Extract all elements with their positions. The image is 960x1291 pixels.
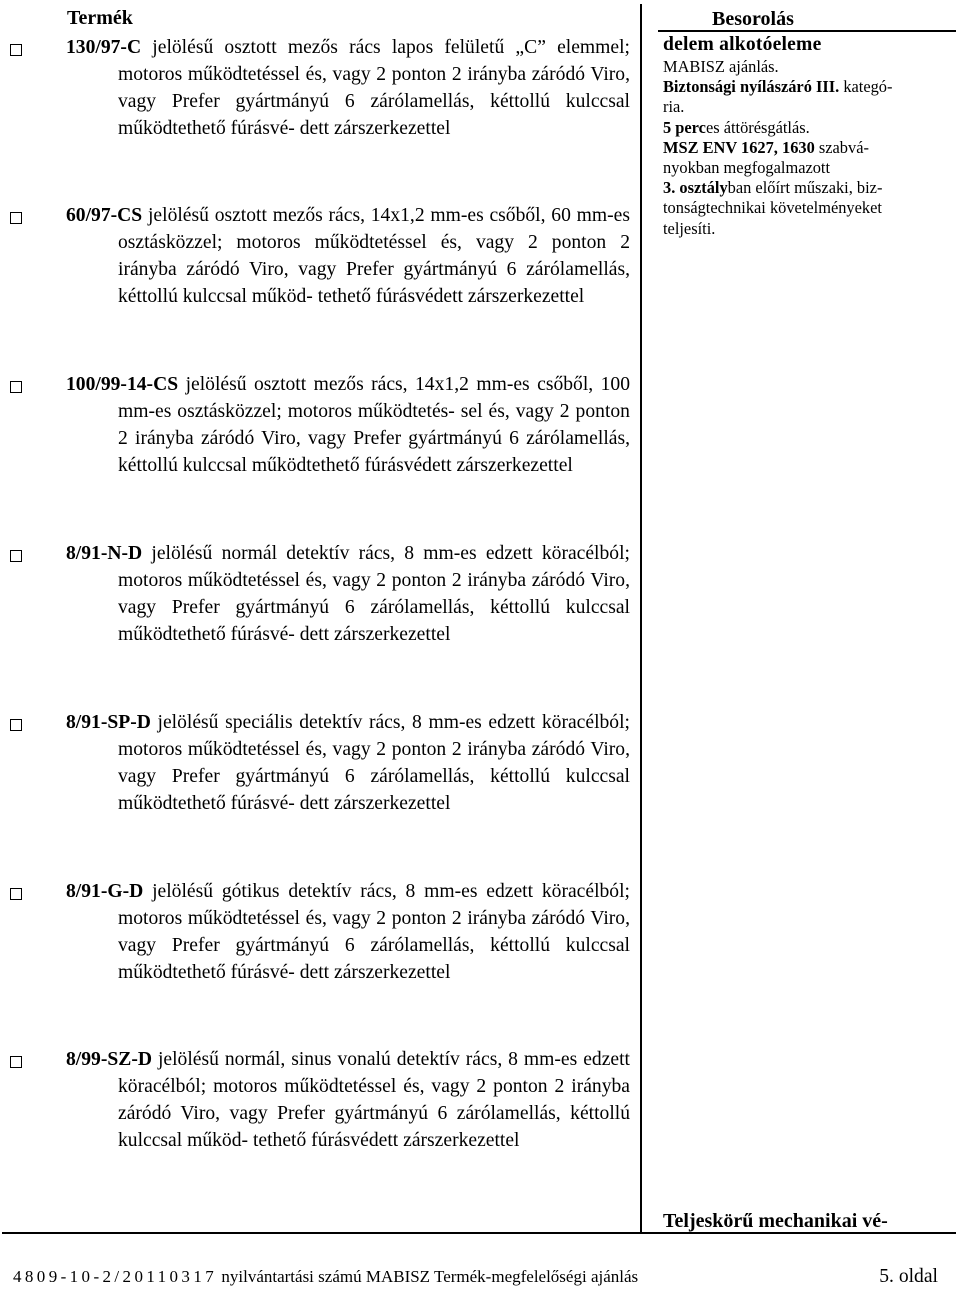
classification-line: MSZ ENV 1627, 1630 szabvá- — [663, 137, 869, 157]
table-top-rule — [658, 30, 956, 32]
page-footer — [13, 1266, 938, 1288]
checkbox[interactable] — [10, 550, 22, 562]
product-description: 8/91-SP-D jelölésű speciális detektív rács, 8 mm-es edzett köracélból; motoros működtetéssel és, vagy 2 ponton 2 irányba záródó Viro, vagy Prefer gyártmányú 6 zárólamellás, kéttollú kulccsal működtethető fúrásvé- dett zárszerkezettel — [66, 712, 630, 815]
checkbox[interactable] — [10, 1056, 22, 1068]
classification-line: Biztonsági nyílászáró III. kategó- — [663, 77, 893, 97]
product-code: 60/97-CS — [66, 205, 143, 226]
classification-block — [663, 33, 945, 239]
checkbox[interactable] — [10, 212, 22, 224]
product-code: 130/97-C — [66, 37, 142, 58]
product-description: 60/97-CS jelölésű osztott mezős rács, 14x1,2 mm-es csőből, 60 mm-es osztásközzel; motoros működtetéssel és, vagy 2 ponton 2 irányba záródó Viro, vagy Prefer gyártmányú 6 zárólamellás, kéttollú kulccsal működ- tethető fúrásvédett zárszerkezettel — [66, 205, 630, 308]
header-classification: Besorolás — [712, 8, 794, 30]
checkbox[interactable] — [10, 719, 22, 731]
checkbox[interactable] — [10, 888, 22, 900]
classification-line: 3. osztályban előírt műszaki, biz- — [663, 178, 883, 198]
classification-line: teljesíti. — [663, 218, 716, 238]
product-description: 130/97-C jelölésű osztott mezős rács lapos felületű „C” elemmel; motoros működtetéssel és, vagy 2 ponton 2 irányba záródó Viro, vagy Prefer gyártmányú 6 zárólamellás, kéttollú kulccsal működtethető fúrásvé- dett zárszerkezettel — [66, 37, 630, 140]
classification-line: ria. — [663, 97, 685, 117]
classification-line: 5 perces áttörésgátlás. — [663, 117, 810, 137]
footer-text: nyilvántartási számú MABISZ Termék-megfelelőségi ajánlás — [217, 1267, 639, 1286]
product-description: 8/99-SZ-D jelölésű normál, sinus vonalú detektív rács, 8 mm-es edzett köracélból; motoros működtetéssel és, vagy 2 ponton 2 irányba záródó Viro, vagy Prefer gyártmányú 6 zárólamellás, kéttollú kulccsal működ- tethető fúrásvédett zárszerkezettel — [66, 1049, 631, 1152]
mabisz-recommendation: MABISZ ajánlás. — [663, 57, 779, 76]
checkbox[interactable] — [10, 44, 22, 56]
checkbox[interactable] — [10, 381, 22, 393]
classification-title: delem alkotóeleme — [663, 34, 822, 55]
section-label: Teljeskörű mechanikai vé- — [663, 1210, 888, 1232]
column-divider — [640, 4, 642, 1232]
product-description: 100/99-14-CS jelölésű osztott mezős rács, 14x1,2 mm-es csőből, 100 mm-es osztásközzel; motoros működtetés- sel és, vagy 2 ponton 2 irányba záródó Viro, vagy Prefer gyártmányú 6 zárólamellás, kéttollú kulccsal működtethető fúrásvédett zárszerkezettel — [66, 374, 631, 477]
registration-number: 4809-10-2/20110317 — [13, 1267, 218, 1286]
product-description: 8/91-G-D jelölésű gótikus detektív rács, 8 mm-es edzett köracélból; motoros működtetéssel és, vagy 2 ponton 2 irányba záródó Viro, vagy Prefer gyártmányú 6 zárólamellás, kéttollú kulccsal működtethető fúrásvé- dett zárszerkezettel — [66, 881, 630, 984]
product-code: 8/99-SZ-D — [66, 1049, 153, 1070]
page-number: 5. oldal — [879, 1266, 938, 1287]
classification-line: nyokban megfogalmazott — [663, 158, 831, 178]
product-code: 8/91-N-D — [66, 543, 143, 564]
classification-line: tonságtechnikai követelményeket — [663, 198, 882, 218]
product-code: 100/99-14-CS — [66, 374, 179, 395]
header-product: Termék — [67, 7, 133, 29]
product-code: 8/91-G-D — [66, 881, 144, 902]
product-code: 8/91-SP-D — [66, 712, 151, 733]
product-description: 8/91-N-D jelölésű normál detektív rács, 8 mm-es edzett köracélból; motoros működtetéssel és, vagy 2 ponton 2 irányba záródó Viro, vagy Prefer gyártmányú 6 zárólamellás, kéttollú kulccsal működtethető fúrásvé- dett zárszerkezettel — [66, 543, 630, 646]
